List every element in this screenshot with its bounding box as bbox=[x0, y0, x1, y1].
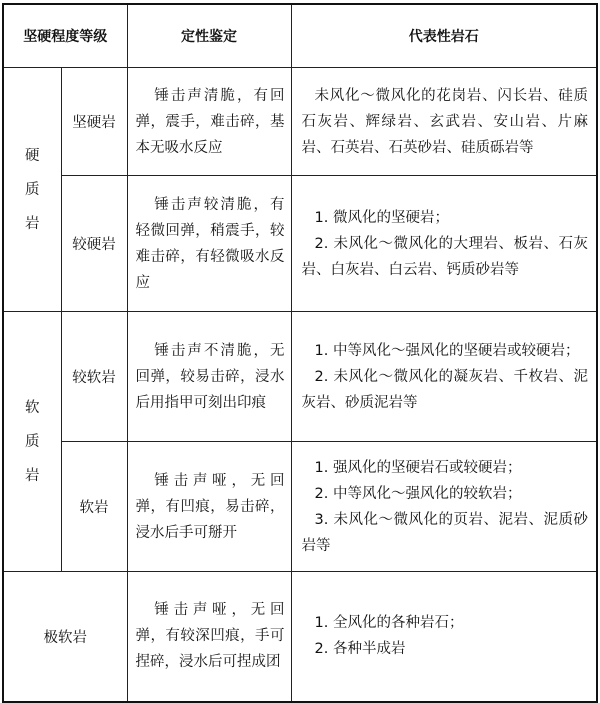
header-representative: 代表性岩石 bbox=[291, 4, 597, 68]
group-char: 质 bbox=[25, 181, 40, 198]
row-qualitative: 锤击声哑，无回弹，有较深凹痕，手可捏碎，浸水后可捏成团 bbox=[127, 572, 291, 702]
rep-line: 1. 微风化的坚硬岩； bbox=[314, 209, 449, 226]
rep-line: 1. 强风化的坚硬岩石或较硬岩； bbox=[314, 459, 522, 476]
table-row bbox=[3, 312, 597, 442]
row-qualitative: 锤击声较清脆，有轻微回弹，稍震手，较难击碎，有轻微吸水反应 bbox=[127, 176, 291, 312]
group-char: 岩 bbox=[25, 467, 40, 484]
table-row bbox=[3, 442, 597, 572]
rep-line: 2. 各种半成岩 bbox=[314, 641, 406, 658]
row-name: 较硬岩 bbox=[61, 176, 127, 312]
row-name: 坚硬岩 bbox=[61, 68, 127, 176]
group-char: 软 bbox=[25, 399, 40, 416]
group-soft-rock bbox=[3, 312, 61, 572]
header-grade: 坚硬程度等级 bbox=[3, 4, 127, 68]
rock-hardness-table bbox=[2, 3, 598, 703]
rep-line: 未风化～微风化的花岗岩、闪长岩、硅质石灰岩、辉绿岩、玄武岩、安山岩、片麻岩、石英岩、石英砂岩、硅质砾岩等 bbox=[301, 87, 588, 156]
table-row bbox=[3, 572, 597, 702]
table-row bbox=[3, 176, 597, 312]
row-qualitative: 锤击声不清脆，无回弹，较易击碎，浸水后用指甲可刻出印痕 bbox=[127, 312, 291, 442]
group-hard-rock bbox=[3, 68, 61, 312]
row-representative bbox=[291, 68, 597, 176]
group-char: 岩 bbox=[25, 215, 40, 232]
header-qualitative: 定性鉴定 bbox=[127, 4, 291, 68]
row-name: 软岩 bbox=[61, 442, 127, 572]
row-representative bbox=[291, 312, 597, 442]
table-row bbox=[3, 68, 597, 176]
row-name: 较软岩 bbox=[61, 312, 127, 442]
row-qualitative: 锤击声清脆，有回弹，震手，难击碎，基本无吸水反应 bbox=[127, 68, 291, 176]
row-qualitative: 锤击声哑，无回弹，有凹痕，易击碎，浸水后手可掰开 bbox=[127, 442, 291, 572]
rep-line: 3. 未风化～微风化的页岩、泥岩、泥质砂岩等 bbox=[301, 511, 588, 554]
group-char: 硬 bbox=[25, 147, 40, 164]
rep-line: 2. 未风化～微风化的凝灰岩、千枚岩、泥灰岩、砂质泥岩等 bbox=[301, 368, 588, 411]
row-representative bbox=[291, 572, 597, 702]
group-char: 质 bbox=[25, 433, 40, 450]
header-row bbox=[3, 4, 597, 68]
rep-line: 1. 中等风化～强风化的坚硬岩或较硬岩； bbox=[314, 342, 580, 359]
row-name: 极软岩 bbox=[3, 572, 127, 702]
row-representative bbox=[291, 176, 597, 312]
rep-line: 1. 全风化的各种岩石； bbox=[314, 615, 464, 632]
rep-line: 2. 中等风化～强风化的较软岩； bbox=[314, 485, 522, 502]
rep-line: 2. 未风化～微风化的大理岩、板岩、石灰岩、白灰岩、白云岩、钙质砂岩等 bbox=[301, 235, 588, 278]
row-representative bbox=[291, 442, 597, 572]
